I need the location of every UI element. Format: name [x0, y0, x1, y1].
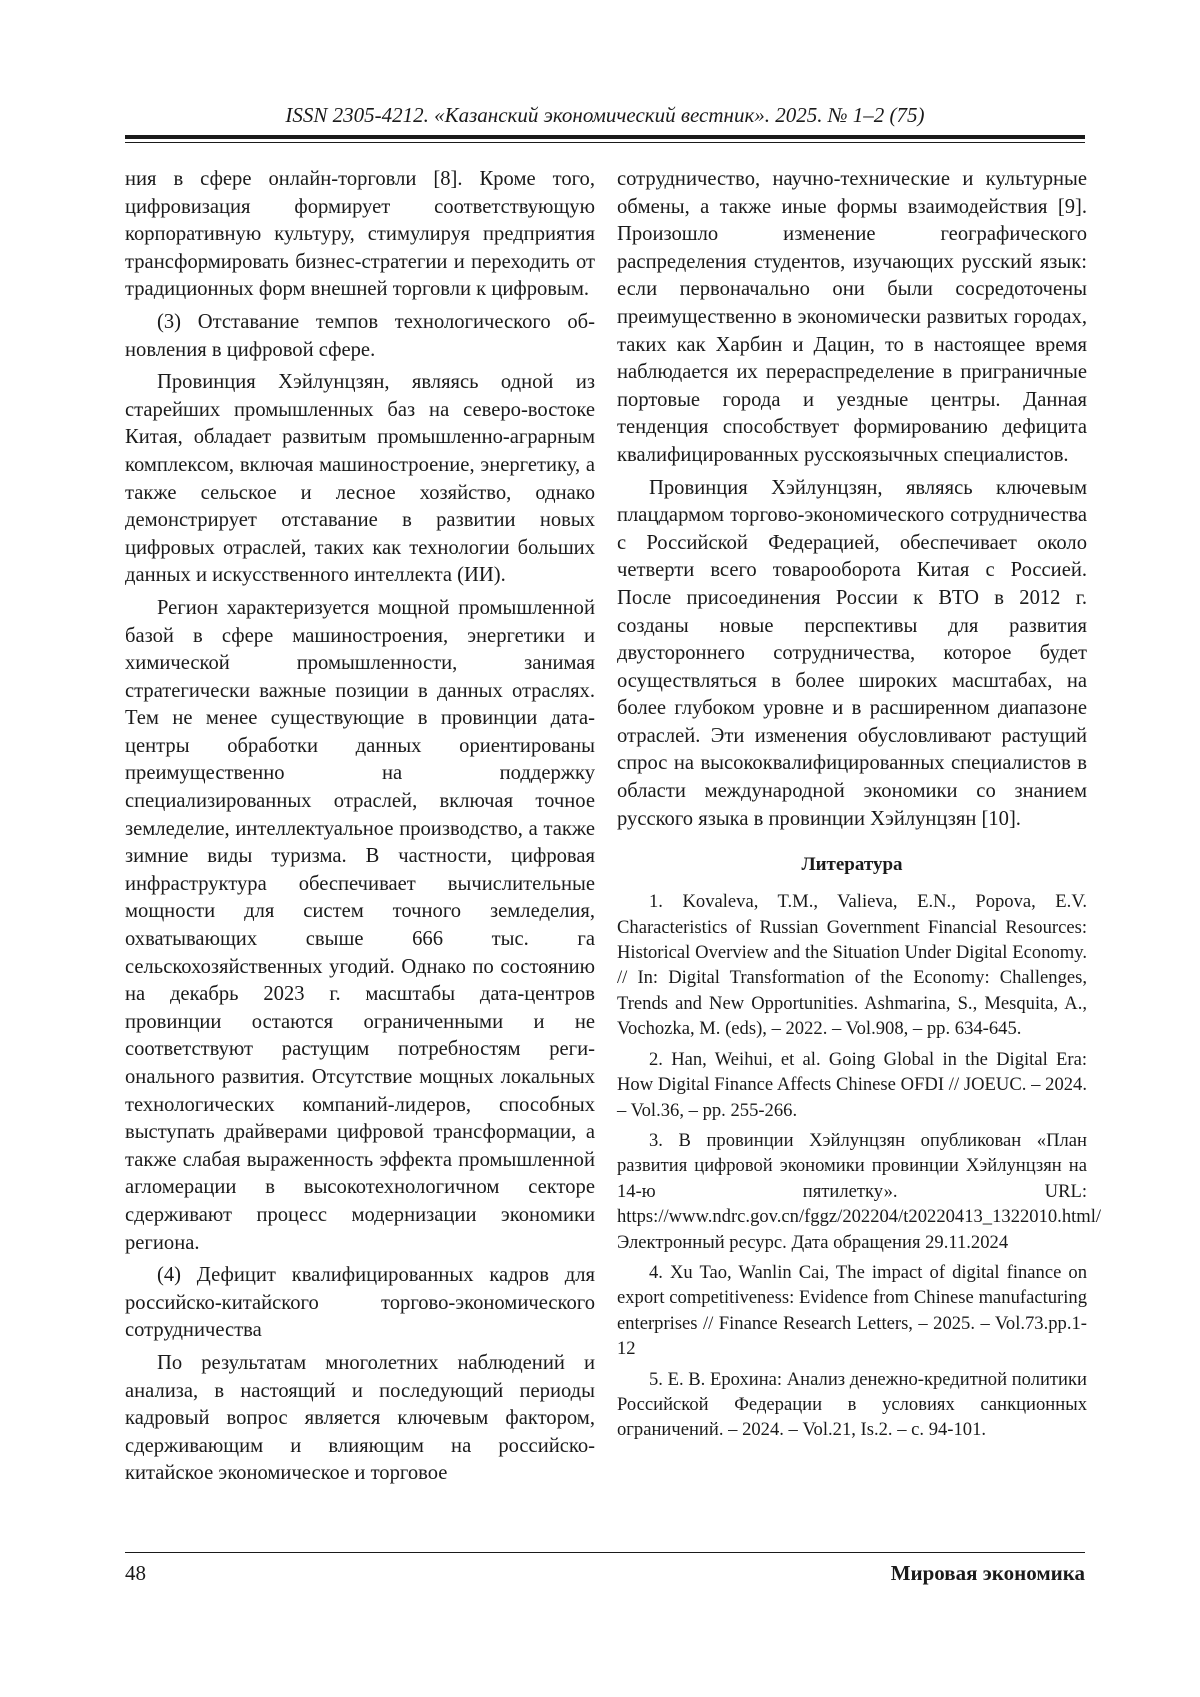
- header-rule-thin: [125, 142, 1085, 143]
- page-number: 48: [125, 1561, 146, 1585]
- footer-section-title: Мировая экономика: [890, 1561, 1085, 1585]
- left-column: [125, 166, 595, 1493]
- footer-rule: [125, 1552, 1085, 1553]
- reference-item: 2. Han, Weihui, et al. Going Global in the Digital Era: How Digital Finance Affects Chinese OFDI // JOEUC. – 2024. – Vol.36, – pp. 255-266.: [617, 1048, 1087, 1121]
- paragraph: сотрудничество, научно-технические и культурные обмены, а также иные формы взаимодействия [9]. Произошло изменение географического распределения студентов, изучающих русский язык: если первоначально они были сосредоточены преимущественно в экономически развитых городах, таких как Харбин и Дацин, то в настоящее время наблюдается их перераспределение в приграничные портовые города и уездные центры. Данная тенденция способствует формированию дефицита квалифицированных русскоязычных специалистов.: [617, 168, 1087, 466]
- paragraph: Провинция Хэйлунцзян, являясь одной из старейших промышленных баз на северо-востоке Китая, обладает развитым промышленно-аграрным комплексом, включая машиностроение, энергетику, а также сельское и лесное хозяйство, однако демонстрирует отставание в развитии новых цифровых отраслей, таких как технологии больших данных и искусственного интеллекта (ИИ).: [125, 371, 595, 587]
- paragraph: (4) Дефицит квалифицированных кадров для российско-китайского торгово-экономического сотрудничества: [125, 1264, 595, 1342]
- header-rule-thick: [125, 135, 1085, 139]
- reference-item: 4. Xu Tao, Wanlin Cai, The impact of digital finance on export competitiveness: Evidence from Chinese manufacturing enterprises // Finance Research Letters, – 2025. – Vol.73.pp.1-12: [617, 1261, 1087, 1360]
- reference-item: 5. Е. В. Ерохина: Анализ денежно-кредитной политики Российской Федерации в условиях санкционных ограничений. – 2024. – Vol.21, Is.2. – с. 94-101.: [617, 1368, 1087, 1441]
- paragraph: Провинция Хэйлунцзян, являясь ключевым плацдармом торгово-экономического сотрудничества с Российской Федерацией, обеспечивает около четверти всего товарооборота Китая с Россией. После присоединения России к ВТО в 2012 г. созданы новые перспективы для развития двустороннего сотрудничества, которое будет осуществляться в более широких масштабах, на более глубоком уровне и в расширенном диапазоне отраслей. Эти изменения обусловливают растущий спрос на высококвалифицированных специалистов в области международной экономики со знанием русского языка в провинции Хэйлунцзян [10].: [617, 476, 1087, 830]
- paragraph: (3) Отставание темпов технологического обновления в цифровой сфере.: [125, 310, 595, 361]
- paragraph: По результатам многолетних наблюдений и анализа, в настоящий и последующий периоды кадровый вопрос является ключевым фактором, сдерживающим и влияющим на российско-китайское экономическое и торговое: [125, 1351, 595, 1485]
- reference-item: 3. В провинции Хэйлунцзян опубликован «План развития цифровой экономики провинции Хэйлунцзян на 14-ю пятилетку». URL: https://www.ndrc.gov.cn/fggz/202204/t20220413_1322010.html/ Электронный ресурс. Дата обращения 29.11.2024: [617, 1129, 1102, 1253]
- literature-heading: Литература: [801, 854, 903, 876]
- paragraph: ния в сфере онлайн-торговли [8]. Кроме того, цифровизация формирует соответствующую корпоративную культуру, стимулируя предприятия трансформировать бизнес-стратегии и переходить от традиционных форм внешней торговли к цифровым.: [125, 168, 595, 301]
- journal-header: ISSN 2305-4212. «Казанский экономический вестник». 2025. № 1–2 (75): [285, 103, 925, 127]
- paragraph: Регион характеризуется мощной промышленной базой в сфере машиностроения, энергетики и химической промышленности, занимая стратегически важные позиции в данных отраслях. Тем не менее существующие в провинции дата-центры обработки данных ориентированы преимущественно на поддержку специализированных отраслей, включая точное земледелие, интеллектуальное производство, а также зимние виды туризма. В частности, цифровая инфраструктура обеспечивает вычислительные мощности для систем точного земледелия, охватывающих свыше 666 тыс. га сельскохозяйственных угодий. Однако по состоянию на декабрь 2023 г. масштабы дата-центров провинции остаются ограниченными и не соответствуют растущим потребностям регионального развития. Отсутствие мощных локальных технологических компаний-лидеров, способных выступать драйверами цифровой трансформации, а также слабая выраженность эффекта промышленной агломерации в высокотехнологичном секторе сдерживают процесс модернизации экономики региона.: [125, 596, 595, 1254]
- right-column: [617, 166, 1102, 1448]
- reference-item: 1. Kovaleva, T.M., Valieva, E.N., Popova, E.V. Characteristics of Russian Government Financial Resources: Historical Overview and the Situation Under Digital Economy. // In: Digital Transformation of the Economy: Challenges, Trends and New Opportunities. Ashmarina, S., Mesquita, A., Vochozka, M. (eds), – 2022. – Vol.908, – pp. 634-645.: [617, 891, 1087, 1040]
